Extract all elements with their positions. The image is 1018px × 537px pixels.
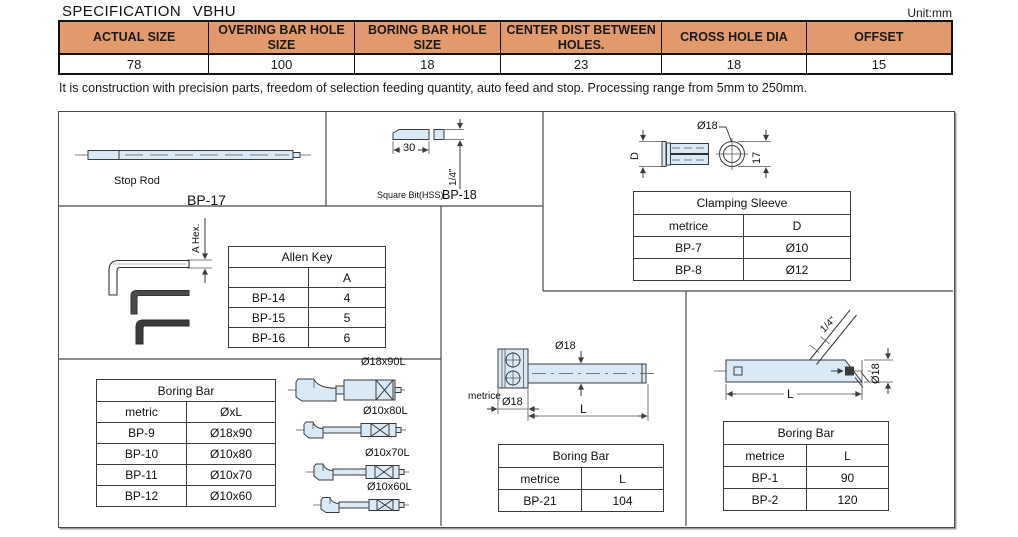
spec-header: OFFSET bbox=[807, 22, 951, 55]
boring-bar-10x60-drawing bbox=[313, 498, 409, 513]
spec-value: 15 bbox=[871, 56, 887, 72]
spec-col-center-dist bbox=[500, 22, 661, 73]
table-row: BP-9 Ø18x90 bbox=[97, 422, 275, 443]
spec-value: 100 bbox=[270, 56, 293, 72]
bp1-length-dim: L bbox=[784, 388, 797, 400]
boring-bar-bp1-bp2-drawing bbox=[714, 310, 893, 400]
page-title: SPECIFICATION VBHU bbox=[62, 3, 236, 20]
boring-bar-size-label: Ø10x60L bbox=[367, 481, 412, 493]
description-text: It is construction with precision parts, freedom of selection feeding quantity, auto feed and stop. Processing range from 5mm to 250mm. bbox=[59, 81, 808, 95]
bp1-bit-dim: 1/4" bbox=[818, 314, 839, 336]
spec-header: BORING BAR HOLE SIZE bbox=[355, 22, 500, 55]
table-title: Allen Key bbox=[281, 250, 333, 264]
table-row: BP-21 104 bbox=[499, 489, 663, 511]
col-header: metrice bbox=[724, 445, 807, 466]
spec-header: OVERING BAR HOLE SIZE bbox=[209, 22, 353, 55]
col-header: A bbox=[342, 270, 351, 285]
clamping-sleeve-table bbox=[633, 191, 851, 281]
table-row: BP-15 5 bbox=[229, 307, 385, 327]
col-header bbox=[229, 268, 309, 287]
bp18-model-label: BP-18 bbox=[442, 188, 477, 202]
bp17-model-label: BP-17 bbox=[187, 192, 226, 208]
table-row: BP-14 4 bbox=[229, 287, 385, 307]
table-title: Clamping Sleeve bbox=[696, 196, 788, 210]
stop-rod-drawing bbox=[75, 151, 311, 160]
bp1-dia-dim: Ø18 bbox=[870, 363, 882, 384]
square-bit-label: Square Bit(HSS) bbox=[377, 190, 444, 200]
boring-bar-bp1-bp2-table bbox=[723, 421, 889, 511]
spec-value: 18 bbox=[726, 56, 742, 72]
spec-col-offset bbox=[806, 22, 951, 73]
spec-value: 23 bbox=[573, 56, 589, 72]
col-header: L bbox=[619, 471, 626, 486]
spec-value: 78 bbox=[126, 56, 142, 72]
spec-col-actual-size bbox=[60, 22, 208, 73]
table-row: BP-2 120 bbox=[724, 488, 888, 510]
spec-table bbox=[58, 20, 953, 75]
col-header: L bbox=[844, 448, 851, 463]
boring-bar-10x70-drawing bbox=[306, 464, 409, 480]
table-row: BP-8 Ø12 bbox=[634, 258, 850, 280]
spec-header: CROSS HOLE DIA bbox=[662, 22, 805, 55]
stop-rod-label: Stop Rod bbox=[114, 175, 160, 187]
bp21-length-dim: L bbox=[580, 402, 587, 416]
col-header: ØxL bbox=[219, 405, 242, 419]
clamping-sleeve-dia-dim: Ø18 bbox=[697, 120, 718, 132]
diagram-area bbox=[58, 111, 955, 528]
table-row: BP-16 6 bbox=[229, 327, 385, 347]
clamping-sleeve-d-dim: D bbox=[629, 152, 641, 160]
col-header: metrice bbox=[634, 215, 744, 236]
boring-bar-small-table bbox=[96, 379, 276, 507]
table-title: Boring Bar bbox=[777, 426, 835, 440]
allen-key-hex-dim: A Hex. bbox=[191, 223, 202, 253]
table-row: BP-7 Ø10 bbox=[634, 236, 850, 258]
boring-bar-18x90-drawing bbox=[288, 379, 405, 401]
spec-header: CENTER DIST BETWEEN HOLES. bbox=[501, 22, 661, 55]
boring-bar-bp21-drawing bbox=[487, 349, 655, 421]
table-title: Boring Bar bbox=[157, 383, 215, 398]
boring-bar-size-label: Ø18x90L bbox=[361, 356, 406, 368]
boring-bar-size-label: Ø10x80L bbox=[363, 405, 408, 417]
bp21-dia-bottom-dim: Ø18 bbox=[502, 396, 523, 408]
boring-bar-size-label: Ø10x70L bbox=[365, 447, 410, 459]
spec-col-boring-bar-hole-size bbox=[354, 22, 500, 73]
spec-col-overing-bar-hole-size bbox=[208, 22, 353, 73]
table-row: BP-1 90 bbox=[724, 466, 888, 488]
boring-bar-bp21-table bbox=[498, 444, 664, 512]
bp21-dia-top-dim: Ø18 bbox=[555, 340, 576, 352]
boring-bar-10x80-drawing bbox=[296, 422, 406, 438]
col-header: metric bbox=[97, 402, 187, 422]
spec-col-cross-hole-dia bbox=[661, 22, 805, 73]
table-row: BP-12 Ø10x60 bbox=[97, 485, 275, 506]
allen-key-table bbox=[228, 246, 386, 348]
table-row: BP-11 Ø10x70 bbox=[97, 464, 275, 485]
bp21-metrice-label: metrice bbox=[468, 391, 501, 402]
clamping-sleeve-height-dim: 17 bbox=[751, 151, 763, 164]
table-title: Boring Bar bbox=[552, 449, 610, 463]
table-row: BP-10 Ø10x80 bbox=[97, 443, 275, 464]
unit-label: Unit:mm bbox=[907, 6, 952, 20]
square-bit-height-dim: 1/4" bbox=[448, 168, 459, 186]
spec-header: ACTUAL SIZE bbox=[60, 22, 208, 55]
col-header: metrice bbox=[499, 468, 582, 489]
col-header: D bbox=[792, 218, 802, 233]
spec-value: 18 bbox=[420, 56, 435, 72]
square-bit-width-dim: 30 bbox=[400, 143, 418, 154]
